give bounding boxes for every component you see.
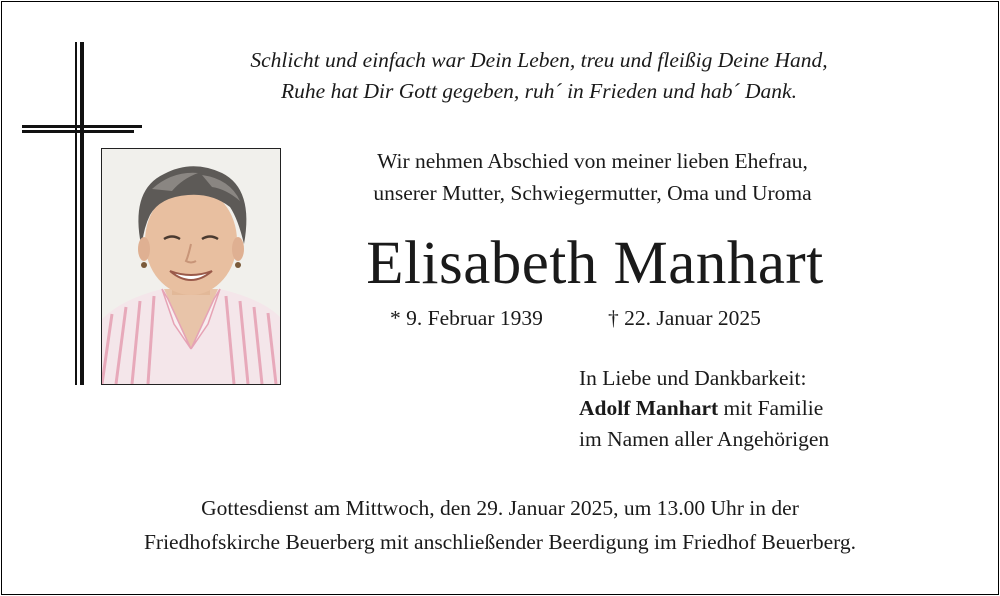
portrait-photo bbox=[101, 148, 281, 385]
death-date: † 22. Januar 2025 bbox=[608, 306, 761, 330]
intro-line-2: unserer Mutter, Schwiegermutter, Oma und Uroma bbox=[373, 181, 812, 205]
service-line-2: Friedhofskirche Beuerberg mit anschließender Beerdigung im Friedhof Beuerberg. bbox=[143, 530, 857, 554]
cross-vertical-thin bbox=[75, 42, 77, 385]
mourner-suffix: mit Familie bbox=[718, 396, 824, 420]
service-line-1: Gottesdienst am Mittwoch, den 29. Januar 2025, um 13.00 Uhr in der bbox=[201, 496, 799, 520]
mourners-intro: In Liebe und Dankbarkeit: bbox=[579, 366, 807, 390]
cross-vertical-thick bbox=[80, 42, 84, 385]
deceased-name: Elisabeth Manhart bbox=[366, 230, 824, 297]
birth-date: * 9. Februar 1939 bbox=[390, 306, 543, 330]
mourners-relatives: im Namen aller Angehörigen bbox=[579, 427, 830, 451]
intro-line-1: Wir nehmen Abschied von meiner lieben Ehefrau, bbox=[377, 149, 808, 173]
mourners-names bbox=[579, 394, 823, 422]
cross-horizontal-lower bbox=[22, 130, 134, 133]
quote-line-1: Schlicht und einfach war Dein Leben, treu und fleißig Deine Hand, bbox=[250, 48, 828, 72]
portrait-illustration bbox=[102, 149, 280, 384]
cross-horizontal-upper bbox=[22, 125, 142, 128]
mourner-name: Adolf Manhart bbox=[579, 396, 719, 420]
quote-line-2: Ruhe hat Dir Gott gegeben, ruh´ in Frieden und hab´ Dank. bbox=[281, 79, 797, 103]
